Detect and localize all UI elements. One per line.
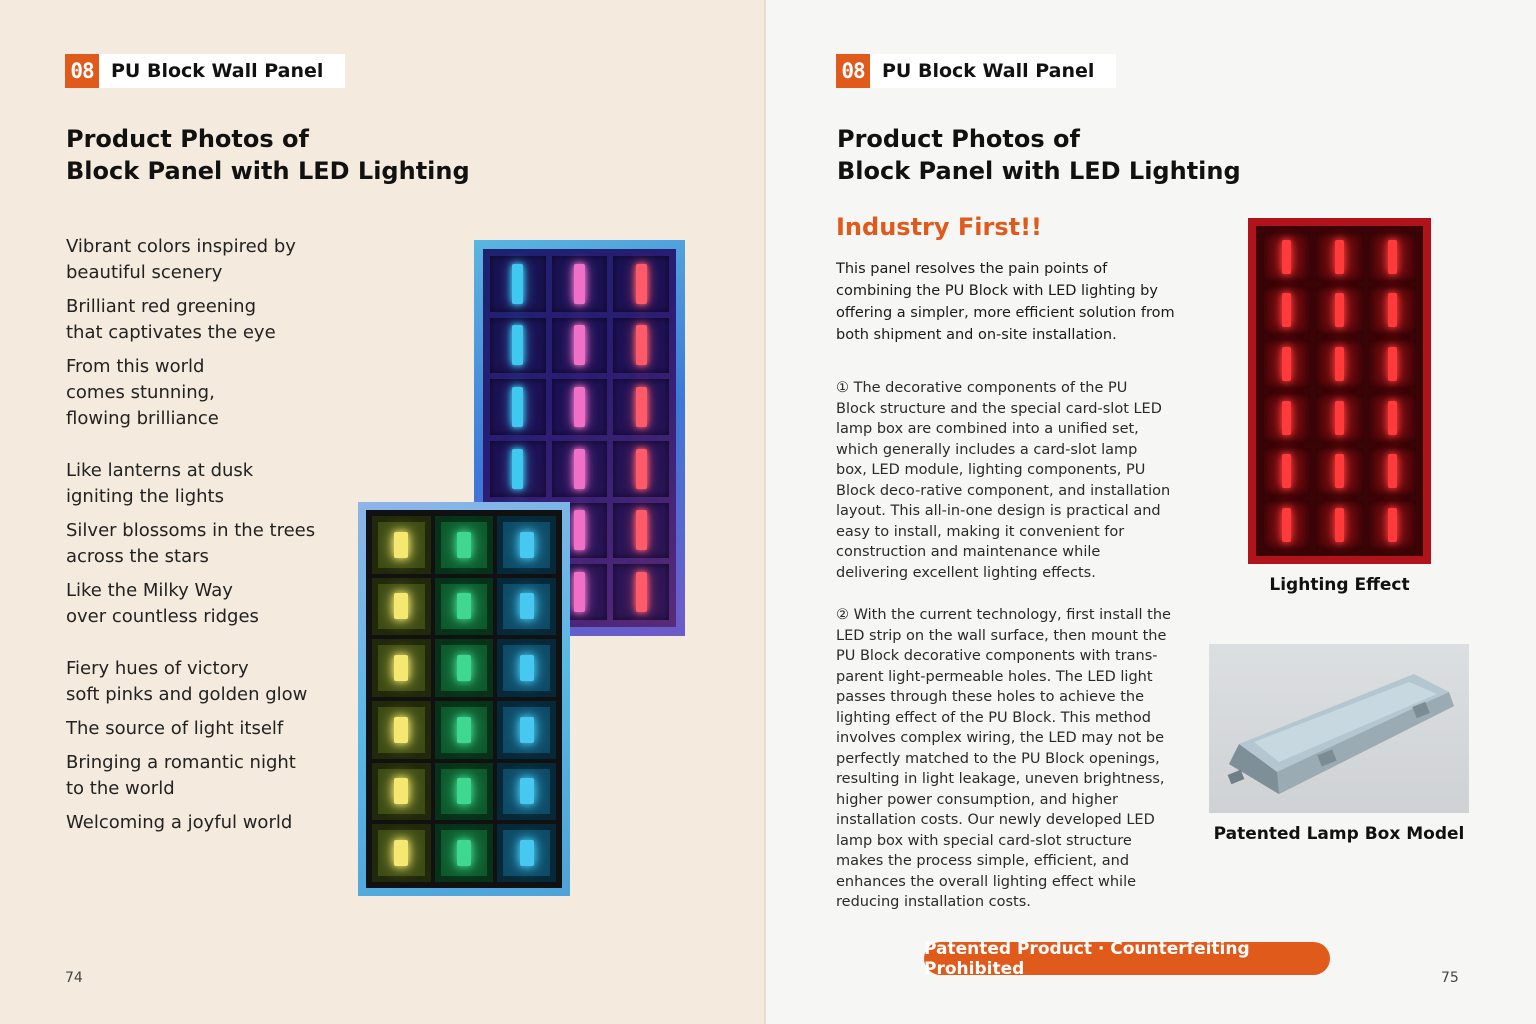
led-cell (1316, 233, 1363, 281)
led-light (457, 717, 471, 743)
led-light (512, 264, 523, 304)
led-light (1388, 508, 1397, 542)
led-light (512, 325, 523, 365)
led-light (394, 717, 408, 743)
led-light (1335, 401, 1344, 435)
led-light (520, 840, 534, 866)
led-light (636, 387, 647, 427)
led-light (457, 593, 471, 619)
led-light (574, 264, 585, 304)
led-cell (613, 256, 669, 312)
led-light (394, 778, 408, 804)
led-light (574, 387, 585, 427)
led-cell (1263, 287, 1310, 335)
heading-line-2: Block Panel with LED Lighting (66, 157, 470, 185)
led-light (574, 510, 585, 550)
led-panel-grid (366, 510, 562, 888)
section-title: PU Block Wall Panel (99, 54, 345, 88)
led-cell (435, 763, 494, 821)
led-light (1335, 240, 1344, 274)
led-cell (613, 503, 669, 559)
lamp-box-caption: Patented Lamp Box Model (1213, 824, 1465, 844)
led-light (636, 449, 647, 489)
led-cell (1263, 340, 1310, 388)
led-cell (435, 824, 494, 882)
poem-verse (66, 354, 366, 432)
poem-line: to the world (66, 778, 175, 799)
led-light (1335, 508, 1344, 542)
led-light (394, 593, 408, 619)
led-light (394, 840, 408, 866)
point-1-paragraph: ① The decorative components of the PU Block structure and the special card-slot LED lamp box are combined into a unified set, which generally includes a card-slot lamp box, LED module, lighting components, PU Block deco-rative component, and installation layout. This all-in-one design is practical and easy to install, making it convenient for construction and maintenance while delivering excellent lighting effects. (836, 380, 1171, 581)
led-light (574, 325, 585, 365)
led-cell (497, 701, 556, 759)
led-panel-red-photo (1248, 218, 1431, 564)
poem-line: across the stars (66, 546, 209, 567)
poem-verse (66, 234, 366, 286)
led-light (1388, 454, 1397, 488)
led-cell (552, 318, 608, 374)
page-heading (66, 123, 470, 187)
poem-line: From this world (66, 356, 205, 377)
poem (66, 234, 366, 862)
poem-line: Bringing a romantic night (66, 752, 296, 773)
led-cell (435, 516, 494, 574)
led-cell (552, 256, 608, 312)
intro-paragraph: This panel resolves the pain points of combining the PU Block with LED lighting by offering a simpler, more efficient solution from both shipment and on-site installation. (836, 261, 1175, 343)
led-cell (1316, 340, 1363, 388)
poem-verse (66, 458, 366, 510)
led-light (1388, 240, 1397, 274)
led-light (1388, 401, 1397, 435)
poem-line: Silver blossoms in the trees (66, 520, 316, 541)
poem-verse (66, 750, 366, 802)
led-cell (613, 318, 669, 374)
section-number: 08 (65, 54, 99, 88)
poem-line: soft pinks and golden glow (66, 684, 308, 705)
led-cell (372, 516, 431, 574)
poem-line: over countless ridges (66, 606, 259, 627)
led-cell (1369, 287, 1416, 335)
poem-line: beautiful scenery (66, 262, 223, 283)
led-cell (497, 516, 556, 574)
heading-line-1: Product Photos of (837, 125, 1080, 153)
led-cell (490, 318, 546, 374)
poem-verse (66, 716, 366, 742)
led-cell (497, 824, 556, 882)
led-cell (613, 441, 669, 497)
led-light (1282, 508, 1291, 542)
led-light (457, 532, 471, 558)
led-cell (372, 639, 431, 697)
led-light (1282, 401, 1291, 435)
poem-line: comes stunning, (66, 382, 215, 403)
page-number: 74 (65, 970, 83, 986)
led-cell (1263, 394, 1310, 442)
led-cell (1263, 233, 1310, 281)
led-light (520, 593, 534, 619)
led-light (1335, 347, 1344, 381)
led-cell (497, 639, 556, 697)
lighting-effect-caption: Lighting Effect (1269, 575, 1410, 595)
poem-stanza (66, 656, 366, 836)
poem-verse (66, 810, 366, 836)
led-light (520, 717, 534, 743)
poem-line: Like the Milky Way (66, 580, 233, 601)
led-light (1282, 293, 1291, 327)
led-cell (1369, 340, 1416, 388)
led-cell (435, 701, 494, 759)
led-light (1282, 454, 1291, 488)
led-light (520, 655, 534, 681)
lamp-box-model-image (1209, 644, 1469, 813)
section-number: 08 (836, 54, 870, 88)
led-light (520, 532, 534, 558)
led-light (1388, 293, 1397, 327)
led-cell (497, 578, 556, 636)
led-cell (490, 379, 546, 435)
led-cell (552, 441, 608, 497)
poem-verse (66, 656, 366, 708)
poem-line: Brilliant red greening (66, 296, 257, 317)
led-light (636, 325, 647, 365)
led-panel-green-blue-photo (358, 502, 570, 896)
poem-line: Vibrant colors inspired by (66, 236, 296, 257)
led-cell (1316, 394, 1363, 442)
led-cell (613, 564, 669, 620)
led-cell (1316, 448, 1363, 496)
led-cell (1263, 501, 1310, 549)
led-light (512, 387, 523, 427)
led-light (574, 449, 585, 489)
led-cell (1316, 287, 1363, 335)
led-cell (490, 441, 546, 497)
heading-line-1: Product Photos of (66, 125, 309, 153)
point-2-paragraph: ② With the current technology, first install the LED strip on the wall surface, then mount the PU Block decorative components with trans-parent light-permeable holes. The LED light passes through these holes to achieve the lighting effect of the PU Block. This method involves complex wiring, the LED may not be perfectly matched to the PU Block openings, resulting in light leakage, uneven brightness, higher power consumption, and higher installation costs. Our newly developed LED lamp box with special card-slot structure makes the process simple, efficient, and enhances the overall lighting effect while reducing installation costs. (836, 607, 1171, 910)
led-light (512, 449, 523, 489)
led-light (1388, 347, 1397, 381)
led-light (457, 655, 471, 681)
led-cell (1369, 501, 1416, 549)
led-cell (372, 701, 431, 759)
led-cell (1369, 233, 1416, 281)
poem-verse (66, 518, 366, 570)
left-page (0, 0, 766, 1024)
led-cell (1316, 501, 1363, 549)
led-light (1335, 293, 1344, 327)
led-light (636, 572, 647, 612)
poem-verse (66, 294, 366, 346)
led-cell (552, 379, 608, 435)
led-light (636, 510, 647, 550)
led-light (457, 840, 471, 866)
poem-line: igniting the lights (66, 486, 224, 507)
led-light (394, 532, 408, 558)
poem-line: flowing brilliance (66, 408, 219, 429)
poem-stanza (66, 458, 366, 630)
led-light (574, 572, 585, 612)
led-cell (372, 763, 431, 821)
led-light (457, 778, 471, 804)
led-panel-grid (1256, 226, 1423, 556)
led-cell (435, 578, 494, 636)
section-label (65, 54, 345, 88)
poem-line: The source of light itself (66, 718, 284, 739)
led-cell (613, 379, 669, 435)
led-light (1282, 240, 1291, 274)
led-cell (497, 763, 556, 821)
patent-badge: Patented Product · Counterfeiting Prohibited (924, 942, 1330, 975)
led-light (394, 655, 408, 681)
led-light (1282, 347, 1291, 381)
led-cell (1369, 394, 1416, 442)
section-title: PU Block Wall Panel (870, 54, 1116, 88)
led-cell (1369, 448, 1416, 496)
led-cell (372, 578, 431, 636)
lamp-box-icon (1209, 644, 1469, 813)
page-heading (837, 123, 1241, 187)
poem-verse (66, 578, 366, 630)
led-light (1335, 454, 1344, 488)
section-label (836, 54, 1116, 88)
led-light (520, 778, 534, 804)
led-cell (372, 824, 431, 882)
industry-first-title: Industry First!! (836, 213, 1042, 241)
poem-line: Like lanterns at dusk (66, 460, 254, 481)
led-cell (435, 639, 494, 697)
page-number: 75 (1441, 970, 1459, 986)
heading-line-2: Block Panel with LED Lighting (837, 157, 1241, 185)
poem-line: Welcoming a joyful world (66, 812, 293, 833)
poem-line: Fiery hues of victory (66, 658, 249, 679)
poem-line: that captivates the eye (66, 322, 276, 343)
poem-stanza (66, 234, 366, 432)
led-cell (1263, 448, 1310, 496)
led-light (636, 264, 647, 304)
led-cell (490, 256, 546, 312)
